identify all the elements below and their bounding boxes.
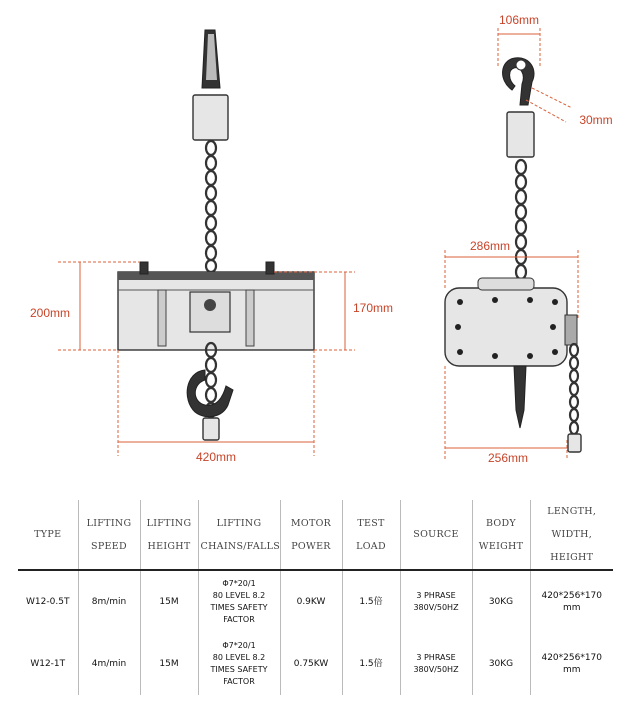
upper-block bbox=[193, 95, 228, 140]
side-body bbox=[445, 288, 567, 366]
side-bottom-hook-icon bbox=[514, 366, 526, 428]
header-size: LENGTH, WIDTH, HEIGHT bbox=[530, 500, 613, 570]
spec-table bbox=[18, 500, 613, 695]
header-body-weight: BODY WEIGHT bbox=[472, 500, 530, 570]
dim-420mm: 420mm bbox=[195, 450, 237, 464]
dim-170mm: 170mm bbox=[352, 301, 394, 315]
header-type: TYPE bbox=[18, 500, 78, 570]
bottom-hook-icon bbox=[187, 370, 233, 417]
cell-height: 15M bbox=[140, 633, 198, 695]
cell-source: 3 PHRASE 380V/50HZ bbox=[400, 633, 472, 695]
cell-weight: 30KG bbox=[472, 570, 530, 633]
side-upper-block bbox=[507, 112, 534, 157]
side-chain-end-block bbox=[568, 434, 581, 452]
dim-256mm: 256mm bbox=[487, 451, 529, 465]
cell-size: 420*256*170 mm bbox=[541, 591, 603, 613]
side-view bbox=[445, 13, 613, 465]
cell-source: 3 PHRASE 380V/50HZ bbox=[400, 570, 472, 633]
header-source: SOURCE bbox=[400, 500, 472, 570]
header-test-load: TEST LOAD bbox=[342, 500, 400, 570]
header-lifting-chains: LIFTING CHAINS/FALLS bbox=[198, 500, 280, 570]
upper-chain-icon bbox=[206, 141, 216, 272]
cell-chains: Φ7*20/1 80 LEVEL 8.2 TIMES SAFETY FACTOR bbox=[198, 570, 280, 633]
cell-size: 420*256*170 mm bbox=[541, 653, 603, 675]
cell-test-load: 1.5倍 bbox=[342, 633, 400, 695]
cell-height: 15M bbox=[140, 570, 198, 633]
front-view bbox=[30, 30, 393, 464]
cell-speed: 4m/min bbox=[78, 633, 140, 695]
motor-plate bbox=[190, 292, 230, 332]
header-motor-power: MOTOR POWER bbox=[280, 500, 342, 570]
cell-power: 0.9KW bbox=[280, 570, 342, 633]
chain-end-block bbox=[203, 418, 219, 440]
table-row bbox=[18, 633, 613, 695]
table-header-row bbox=[18, 500, 613, 570]
cell-test-load: 1.5倍 bbox=[342, 570, 400, 633]
dim-286mm: 286mm bbox=[469, 239, 511, 253]
dim-200mm: 200mm bbox=[29, 306, 71, 320]
dim-106mm: 106mm bbox=[498, 13, 540, 27]
cell-speed: 8m/min bbox=[78, 570, 140, 633]
cell-type: W12-1T bbox=[18, 633, 78, 695]
cell-power: 0.75KW bbox=[280, 633, 342, 695]
cell-chains: Φ7*20/1 80 LEVEL 8.2 TIMES SAFETY FACTOR bbox=[198, 633, 280, 695]
header-lifting-height: LIFTING HEIGHT bbox=[140, 500, 198, 570]
cell-weight: 30KG bbox=[472, 633, 530, 695]
dim-30mm: 30mm bbox=[579, 113, 613, 127]
side-chain-icon bbox=[516, 160, 526, 279]
side-lower-chain-icon bbox=[570, 344, 578, 434]
table-row bbox=[18, 570, 613, 633]
cell-type: W12-0.5T bbox=[18, 570, 78, 633]
header-lifting-speed: LIFTING SPEED bbox=[78, 500, 140, 570]
